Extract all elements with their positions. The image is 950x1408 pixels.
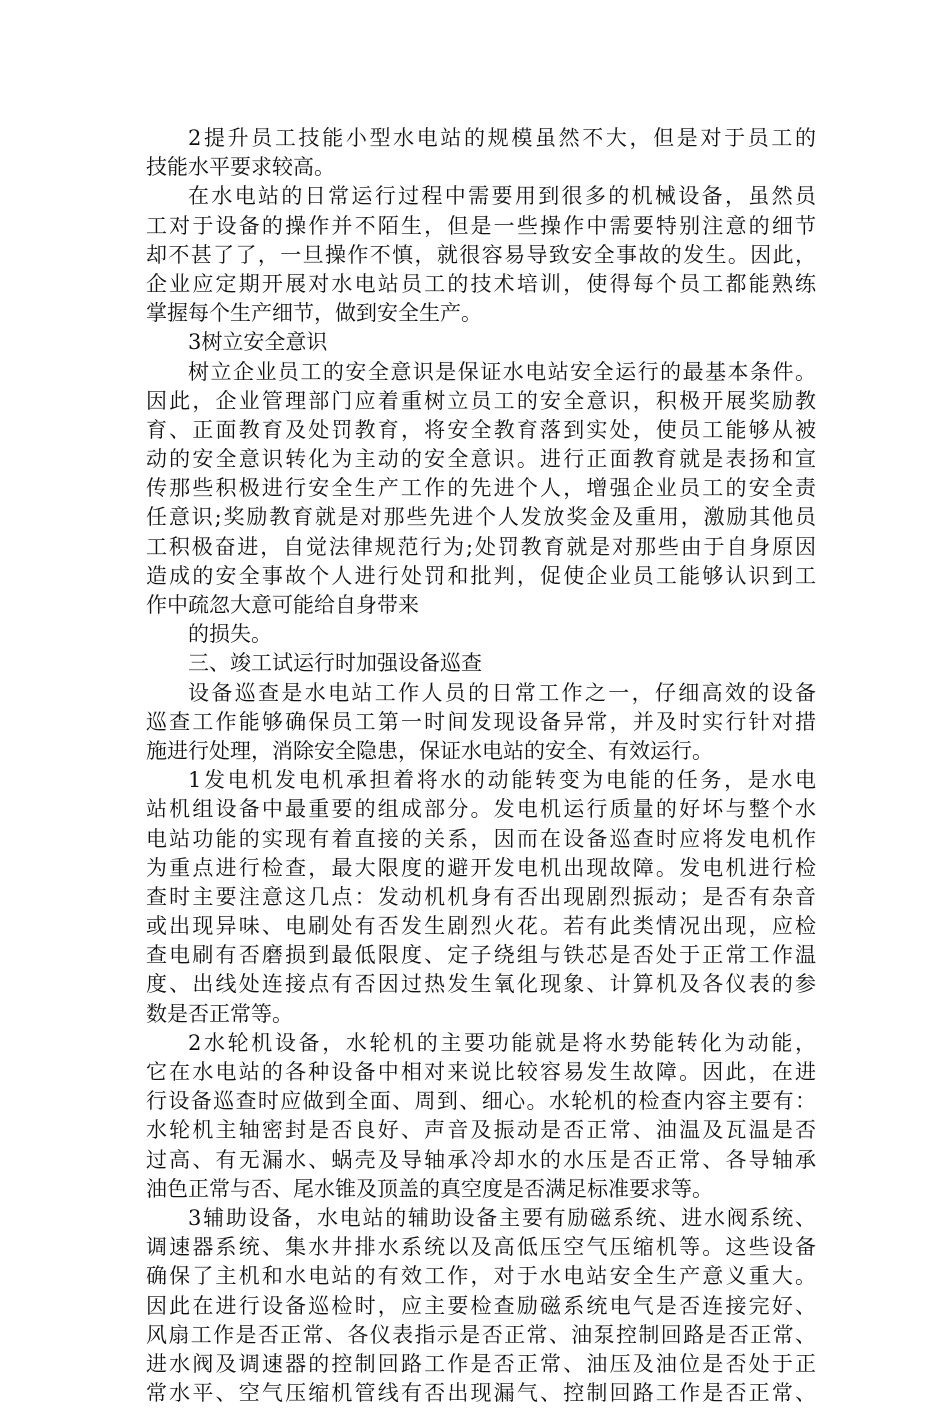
text-line: 因此，企业管理部门应着重树立员工的安全意识，积极开展奖励教 <box>146 388 816 413</box>
text-line: 站机组设备中最重要的组成部分。发电机运行质量的好坏与整个水 <box>146 797 816 822</box>
text-line: 2水轮机设备，水轮机的主要功能就是将水势能转化为动能， <box>188 1030 816 1055</box>
text-line: 企业应定期开展对水电站员工的技术培训，使得每个员工都能熟练 <box>146 271 816 296</box>
text-line: 或出现异味、电刷处有否发生剧烈火花。若有此类情况出现，应检 <box>146 914 816 939</box>
text-line: 电站功能的实现有着直接的关系，因而在设备巡查时应将发电机作 <box>146 826 816 851</box>
text-line: 油色正常与否、尾水锥及顶盖的真空度是否满足标准要求等。 <box>146 1176 713 1201</box>
text-line: 2提升员工技能小型水电站的规模虽然不大，但是对于员工的 <box>188 126 816 150</box>
text-line: 因此在进行设备巡检时，应主要检查励磁系统电气是否连接完好、 <box>146 1293 816 1318</box>
text-line: 行设备巡查时应做到全面、周到、细心。水轮机的检查内容主要有： <box>146 1089 816 1114</box>
text-line: 工积极奋进，自觉法律规范行为;处罚教育就是对那些由于自身原因 <box>146 534 816 559</box>
text-line: 在水电站的日常运行过程中需要用到很多的机械设备，虽然员 <box>188 184 816 209</box>
text-line: 查电刷有否磨损到最低限度、定子绕组与铁芯是否处于正常工作温 <box>146 943 816 968</box>
text-line: 过高、有无漏水、蜗壳及导轴承冷却水的水压是否正常、各导轴承 <box>146 1147 816 1172</box>
text-line: 巡查工作能够确保员工第一时间发现设备异常，并及时实行针对措 <box>146 709 816 734</box>
text-line: 传那些积极进行安全生产工作的先进个人，增强企业员工的安全责 <box>146 476 816 501</box>
text-line: 作中疏忽大意可能给自身带来 <box>146 593 419 617</box>
text-line: 造成的安全事故个人进行处罚和批判，促使企业员工能够认识到工 <box>146 563 816 588</box>
text-line: 树立企业员工的安全意识是保证水电站安全运行的最基本条件。 <box>188 359 816 384</box>
text-line: 为重点进行检查，最大限度的避开发电机出现故障。发电机进行检 <box>146 855 816 880</box>
text-line: 却不甚了了，一旦操作不慎，就很容易导致安全事故的发生。因此， <box>146 242 816 267</box>
text-line: 技能水平要求较高。 <box>146 155 335 180</box>
text-line: 掌握每个生产细节，做到安全生产。 <box>146 301 482 326</box>
text-line: 确保了主机和水电站的有效工作，对于水电站安全生产意义重大。 <box>146 1264 816 1289</box>
text-line: 水轮机主轴密封是否良好、声音及振动是否正常、油温及瓦温是否 <box>146 1118 816 1143</box>
text-line: 的损失。 <box>188 622 272 647</box>
text-line: 施进行处理，消除安全隐患，保证水电站的安全、有效运行。 <box>146 738 713 763</box>
document-body <box>146 124 816 1408</box>
text-line: 它在水电站的各种设备中相对来说比较容易发生故障。因此，在进 <box>146 1060 816 1084</box>
text-line: 常水平、空气压缩机管线有否出现漏气、控制回路工作是否正常、 <box>146 1381 816 1406</box>
text-line: 任意识;奖励教育就是对那些先进个人发放奖金及重用，激励其他员 <box>146 505 816 530</box>
text-line: 3树立安全意识 <box>188 330 328 355</box>
text-line: 调速器系统、集水井排水系统以及高低压空气压缩机等。这些设备 <box>146 1235 816 1260</box>
text-line: 动的安全意识转化为主动的安全意识。进行正面教育就是表扬和宣 <box>146 447 816 472</box>
text-line: 工对于设备的操作并不陌生，但是一些操作中需要特别注意的细节 <box>146 213 816 238</box>
text-line: 风扇工作是否正常、各仪表指示是否正常、油泵控制回路是否正常、 <box>146 1322 816 1347</box>
text-line: 查时主要注意这几点：发动机机身有否出现剧烈振动；是否有杂音 <box>146 884 816 909</box>
text-line: 度、出线处连接点有否因过热发生氧化现象、计算机及各仪表的参 <box>146 972 816 997</box>
text-line: 设备巡查是水电站工作人员的日常工作之一，仔细高效的设备 <box>188 680 816 705</box>
text-line: 1发电机发电机承担着将水的动能转变为电能的任务，是水电 <box>188 768 816 793</box>
text-line: 进水阀及调速器的控制回路工作是否正常、油压及油位是否处于正 <box>146 1351 816 1376</box>
text-line: 3辅助设备，水电站的辅助设备主要有励磁系统、进水阀系统、 <box>188 1205 816 1230</box>
text-line: 数是否正常等。 <box>146 1001 293 1026</box>
text-line: 育、正面教育及处罚教育，将安全教育落到实处，使员工能够从被 <box>146 417 816 442</box>
text-line: 三、竣工试运行时加强设备巡查 <box>188 651 482 676</box>
